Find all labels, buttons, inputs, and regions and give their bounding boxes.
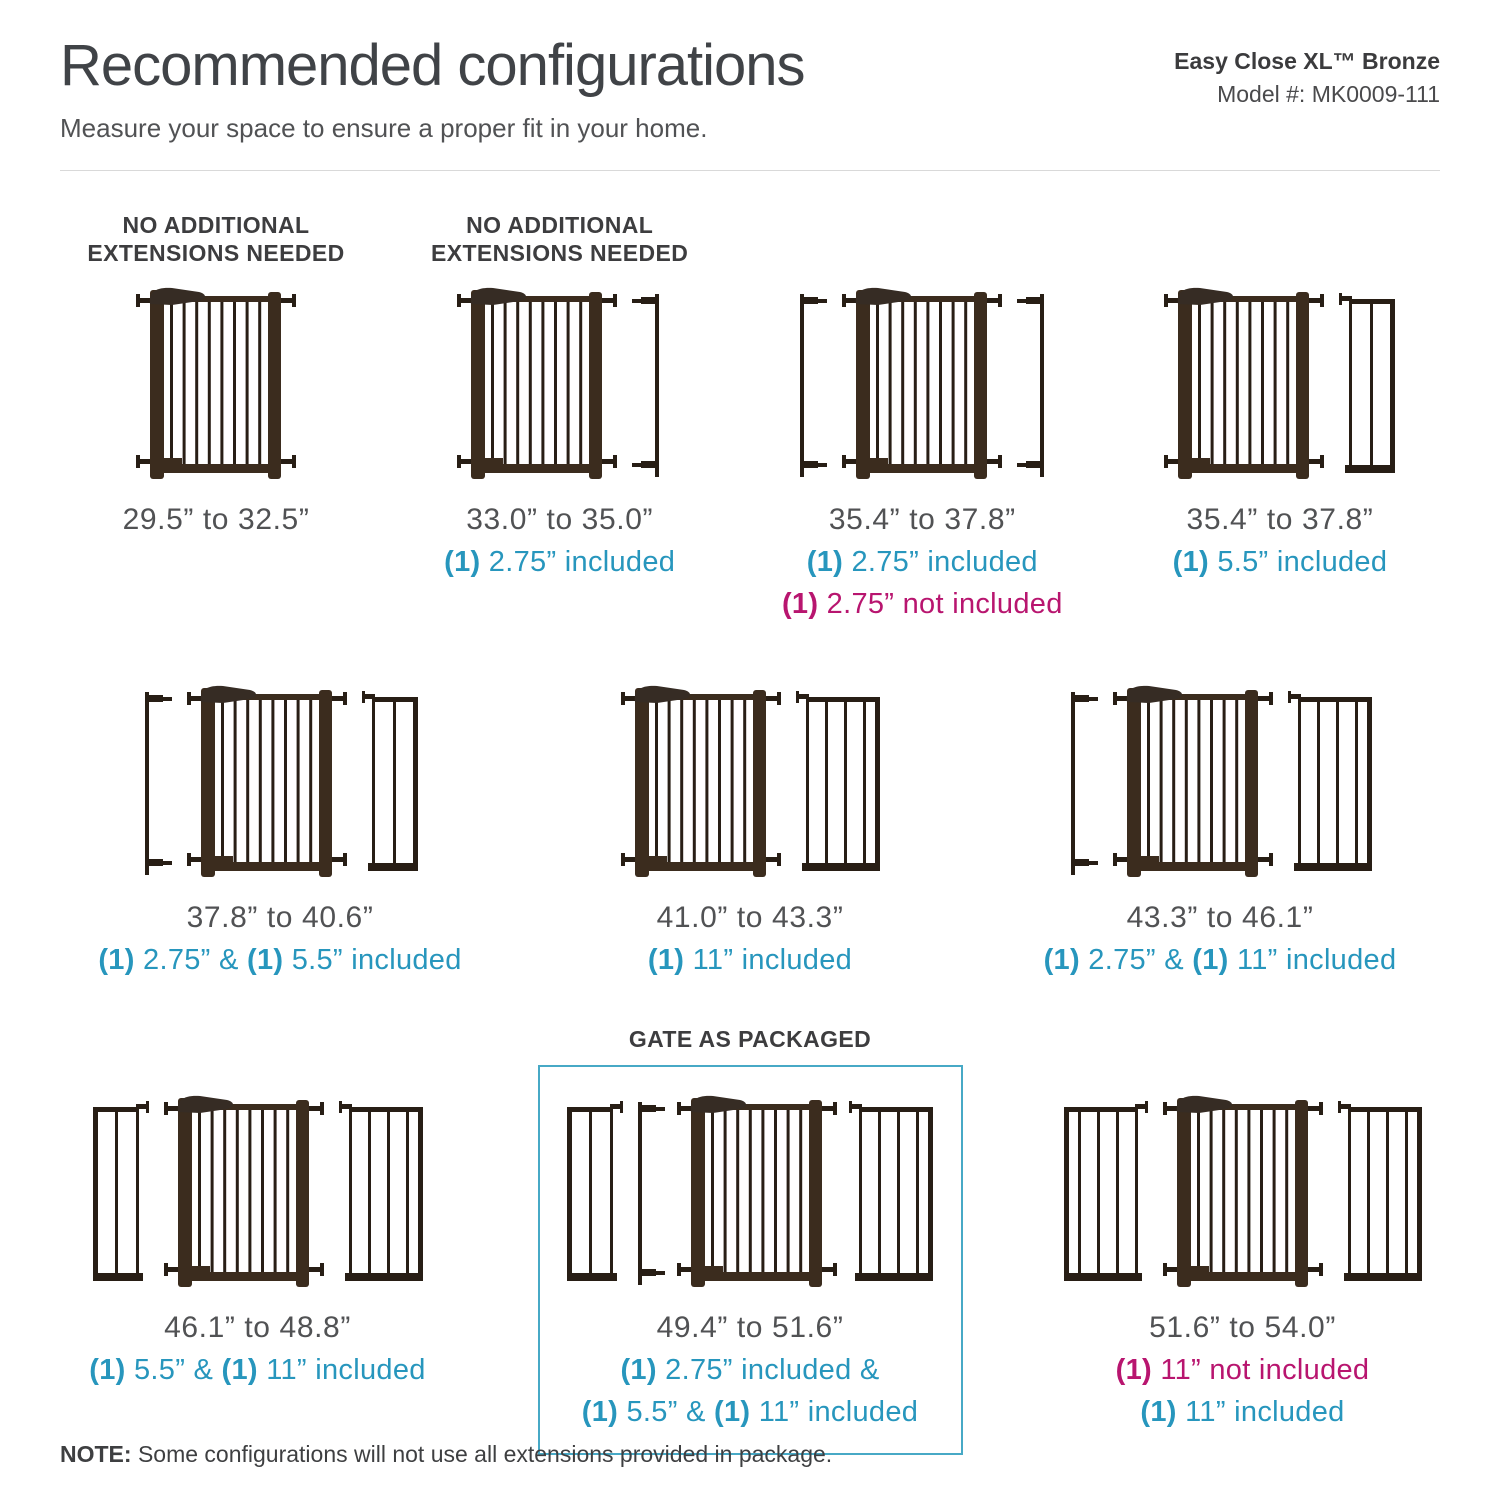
footnote-text: Some configurations will not use all extensions provided in package. [131,1441,833,1467]
card-body [1045,1065,1440,1429]
gate-configuration-illustration [621,683,880,883]
gate-as-packaged-box [538,1065,963,1455]
config-card [1045,1021,1440,1429]
extension-2-75-icon [632,285,662,485]
extension-info: (1) 5.5” & (1) 11” included [89,1353,426,1386]
extension-info: (1) 11” not included [1115,1353,1370,1386]
gate-configuration-illustration [142,683,418,883]
footnote [60,1441,832,1468]
extension-info: (1) 11” included [1140,1395,1345,1428]
page-title: Recommended configurations [60,33,805,98]
gate-illustration [457,285,617,485]
extension-info: (1) 2.75” included [806,545,1038,578]
gate-illustration [1164,285,1324,485]
size-range: 33.0” to 35.0” [466,502,654,536]
size-range: 49.4” to 51.6” [656,1310,844,1344]
extension-5-5-icon [1339,285,1395,485]
extension-11-icon [1288,683,1372,883]
config-row-2 [0,683,1500,977]
extension-11-icon [849,1093,933,1293]
product-model: Model #: MK0009-111 [1217,81,1440,107]
card-header: NO ADDITIONAL EXTENSIONS NEEDED [431,211,689,266]
card-body [1120,285,1440,579]
gate-illustration [187,683,347,883]
config-row-3 [0,1021,1500,1455]
product-block [1174,36,1440,108]
size-range: 51.6” to 54.0” [1149,1310,1336,1344]
gate-configuration-illustration [1064,1093,1422,1293]
extension-2-75-icon [797,285,827,485]
gate-configuration-illustration [93,1093,423,1293]
extension-info: (1) 2.75” & (1) 11” included [1043,943,1397,976]
title-block [60,33,805,144]
size-range: 29.5” to 32.5” [122,502,310,536]
gate-illustration [842,285,1002,485]
extension-2-75-icon [142,683,172,883]
size-range: 37.8” to 40.6” [186,900,374,934]
card-body [60,285,372,537]
gate-configuration-illustration [797,285,1047,485]
config-card [1120,211,1440,579]
extension-11-icon [1338,1093,1422,1293]
config-card [60,1021,455,1387]
size-range: 43.3” to 46.1” [1126,900,1314,934]
page-header [0,0,1500,144]
size-range: 46.1” to 48.8” [164,1310,351,1344]
card-body [1000,683,1440,977]
header-divider [60,170,1440,171]
card-header: NO ADDITIONAL EXTENSIONS NEEDED [87,211,345,266]
gate-illustration [1113,683,1273,883]
gate-illustration [164,1093,324,1293]
size-range: 35.4” to 37.8” [1186,502,1374,536]
gate-configuration-illustration [457,285,662,485]
gate-configuration-illustration [1068,683,1372,883]
config-row-1 [0,211,1500,621]
gate-illustration [1163,1093,1323,1293]
extension-5-5-icon [93,1093,149,1293]
gate-configuration-illustration [567,1093,933,1293]
extension-11-icon [796,683,880,883]
card-body [395,285,725,579]
card-body [60,1065,455,1387]
config-card [538,1021,963,1455]
config-card [60,683,500,977]
extension-info: (1) 5.5” included [1172,545,1388,578]
extension-2-75-icon [1017,285,1047,485]
card-body [60,683,500,977]
extension-2-75-icon [1068,683,1098,883]
config-card [1000,683,1440,977]
gate-illustration [677,1093,837,1293]
gate-illustration [136,285,296,485]
card-body [747,285,1097,621]
extension-5-5-icon [362,683,418,883]
extension-info: (1) 5.5” & (1) 11” included [581,1395,919,1428]
product-name: Easy Close XL™ Bronze [1174,48,1440,74]
card-header: GATE AS PACKAGED [628,1025,872,1052]
config-card [555,683,945,977]
extension-5-5-icon [567,1093,623,1293]
config-card [60,211,372,537]
config-card [747,211,1097,621]
footnote-label: NOTE: [60,1441,132,1467]
extension-info: (1) 11” included [647,943,853,976]
config-card [395,211,725,579]
gate-illustration [621,683,781,883]
extension-11-icon [339,1093,423,1293]
extension-info: (1) 2.75” included & [620,1353,880,1386]
extension-info: (1) 2.75” & (1) 5.5” included [98,943,462,976]
gate-configuration-illustration [1164,285,1395,485]
page-subtitle: Measure your space to ensure a proper fit in your home. [60,112,708,143]
extension-info: (1) 2.75” included [444,545,676,578]
card-body [555,683,945,977]
size-range: 41.0” to 43.3” [656,900,844,934]
extension-2-75-icon [635,1093,665,1293]
size-range: 35.4” to 37.8” [828,502,1016,536]
extension-11-icon [1064,1093,1148,1293]
extension-info: (1) 2.75” not included [781,587,1063,620]
gate-configuration-illustration [136,285,296,485]
